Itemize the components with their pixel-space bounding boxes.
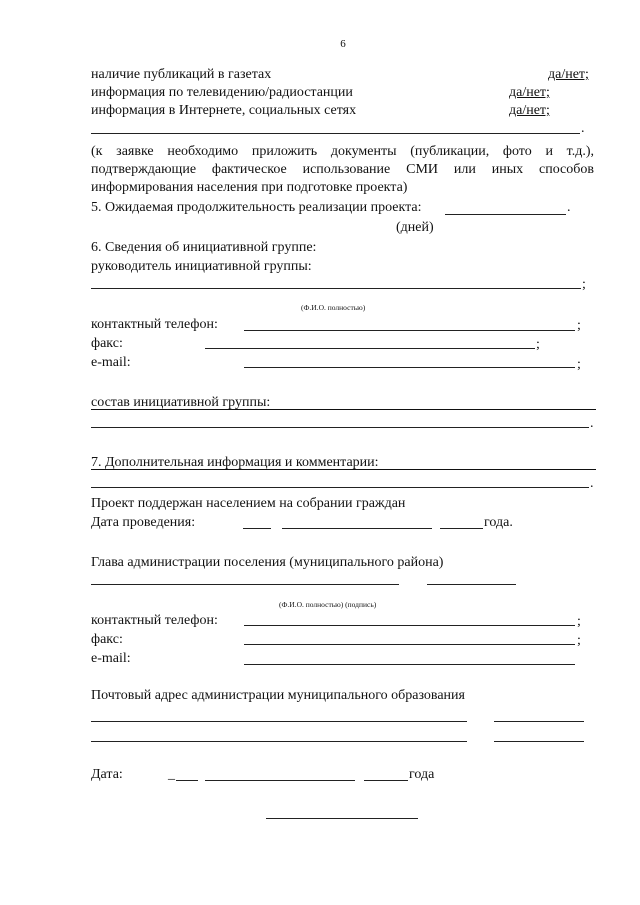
head-email-field[interactable]: [244, 664, 575, 665]
media-line-end: .: [581, 121, 585, 136]
section5-title: 5. Ожидаемая продолжительность реализации проекта:: [91, 200, 422, 215]
section5-unit: (дней): [396, 220, 434, 235]
media-internet-label: информация в Интернете, социальных сетях: [91, 103, 357, 118]
head-email-label: e-mail:: [91, 651, 131, 666]
media-internet-value: да/нет;: [509, 103, 550, 118]
signature-line: [266, 818, 418, 819]
meeting-year-word: года.: [484, 515, 513, 530]
postal-line-2[interactable]: [91, 741, 467, 742]
meeting-month-field[interactable]: [282, 528, 432, 529]
section7-underline: [91, 469, 596, 470]
postal-index-1[interactable]: [494, 721, 584, 722]
head-title: Глава администрации поселения (муниципального района): [91, 555, 444, 570]
media-blank-line: [91, 133, 580, 134]
meeting-title: Проект поддержан населением на собрании граждан: [91, 496, 406, 511]
footer-month-field[interactable]: [205, 780, 355, 781]
media-tv-label: информация по телевидению/радиостанции: [91, 85, 353, 100]
head-signature-field[interactable]: [427, 584, 516, 585]
email-end: ;: [577, 357, 581, 372]
head-caption: (Ф.И.О. полностью) (подпись): [279, 600, 377, 609]
section7-end: .: [590, 476, 594, 491]
email-field[interactable]: [244, 367, 575, 368]
footer-year-field[interactable]: [364, 780, 408, 781]
head-name-field[interactable]: [91, 584, 399, 585]
meeting-date-label: Дата проведения:: [91, 515, 196, 530]
group-underline: [91, 409, 596, 410]
head-phone-end: ;: [577, 614, 581, 629]
media-note-line-2: подтверждающие фактическое использование СМИ или иных способов: [91, 162, 594, 177]
media-note-line-1: (к заявке необходимо приложить документы (публикации, фото и т.д.),: [91, 144, 594, 159]
media-note-line-3: информирования населения при подготовке проекта): [91, 180, 408, 195]
footer-day-field[interactable]: [176, 780, 198, 781]
meeting-year-field[interactable]: [440, 528, 483, 529]
phone-field[interactable]: [244, 330, 575, 331]
footer-day-prefix: _: [168, 767, 175, 782]
fio-caption: (Ф.И.О. полностью): [301, 303, 366, 312]
head-fax-end: ;: [577, 633, 581, 648]
section5-end: .: [567, 200, 571, 215]
leader-name-field[interactable]: [91, 288, 581, 289]
postal-line-1[interactable]: [91, 721, 467, 722]
postal-title: Почтовый адрес администрации муниципального образования: [91, 688, 465, 703]
leader-end: ;: [582, 277, 586, 292]
media-tv-value: да/нет;: [509, 85, 550, 100]
head-phone-field[interactable]: [244, 625, 575, 626]
page-number: 6: [340, 38, 346, 50]
footer-date-label: Дата:: [91, 767, 123, 782]
phone-end: ;: [577, 318, 581, 333]
footer-year-word: года: [409, 767, 435, 782]
head-phone-label: контактный телефон:: [91, 613, 218, 628]
leader-label: руководитель инициативной группы:: [91, 259, 312, 274]
group-end: .: [590, 416, 594, 431]
fax-field[interactable]: [205, 348, 535, 349]
duration-field[interactable]: [445, 214, 566, 215]
group-label: состав инициативной группы:: [91, 395, 271, 410]
fax-end: ;: [536, 337, 540, 352]
comments-field[interactable]: [91, 487, 589, 488]
section6-title: 6. Сведения об инициативной группе:: [91, 240, 317, 255]
head-fax-label: факс:: [91, 632, 123, 647]
postal-index-2[interactable]: [494, 741, 584, 742]
phone-label: контактный телефон:: [91, 317, 218, 332]
media-newspapers-value: да/нет;: [548, 67, 589, 82]
group-field[interactable]: [91, 427, 589, 428]
meeting-day-field[interactable]: [243, 528, 271, 529]
fax-label: факс:: [91, 336, 123, 351]
email-label: e-mail:: [91, 355, 131, 370]
media-newspapers-label: наличие публикаций в газетах: [91, 67, 272, 82]
head-fax-field[interactable]: [244, 644, 575, 645]
section7-title: 7. Дополнительная информация и комментарии:: [91, 455, 379, 470]
